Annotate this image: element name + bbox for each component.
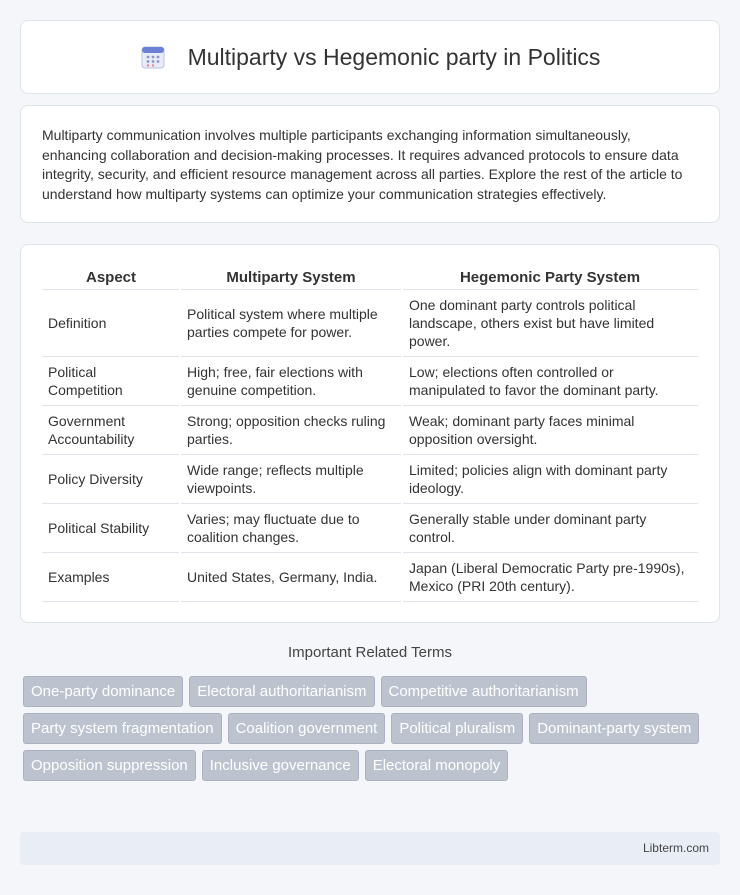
table-cell: Varies; may fluctuate due to coalition changes. bbox=[180, 504, 402, 553]
table-cell: Strong; opposition checks ruling parties. bbox=[180, 406, 402, 455]
column-header-hegemonic: Hegemonic Party System bbox=[402, 265, 698, 290]
table-cell: Weak; dominant party faces minimal opposition oversight. bbox=[402, 406, 698, 455]
table-cell: United States, Germany, India. bbox=[180, 553, 402, 602]
related-term-tag[interactable]: Party system fragmentation bbox=[23, 713, 222, 744]
column-header-multiparty: Multiparty System bbox=[180, 265, 402, 290]
intro-paragraph: Multiparty communication involves multiple participants exchanging information simultaneously, enhancing collaboration and decision-making processes. It requires advanced protocols to ensure data integrity, security, and efficient resource management across all parties. Explore the rest of the article to understand how multiparty systems can optimize your communication strategies effectively. bbox=[42, 127, 683, 202]
table-row bbox=[42, 504, 698, 553]
footer-bar bbox=[20, 832, 720, 865]
table-cell: Japan (Liberal Democratic Party pre-1990s), Mexico (PRI 20th century). bbox=[402, 553, 698, 602]
table-cell: Definition bbox=[42, 290, 180, 357]
table-cell: Wide range; reflects multiple viewpoints. bbox=[180, 455, 402, 504]
related-term-tag[interactable]: Competitive authoritarianism bbox=[381, 676, 587, 707]
calendar-grid-icon bbox=[140, 44, 166, 70]
related-term-tag[interactable]: Coalition government bbox=[228, 713, 386, 744]
related-term-tag[interactable]: Opposition suppression bbox=[23, 750, 196, 781]
table-header-row bbox=[42, 265, 698, 290]
related-term-tag[interactable]: Electoral authoritarianism bbox=[189, 676, 374, 707]
table-row bbox=[42, 553, 698, 602]
comparison-table bbox=[42, 265, 698, 602]
related-term-tag[interactable]: Electoral monopoly bbox=[365, 750, 509, 781]
table-row bbox=[42, 455, 698, 504]
related-term-tag[interactable]: One-party dominance bbox=[23, 676, 183, 707]
table-cell: Government Accountability bbox=[42, 406, 180, 455]
table-row bbox=[42, 357, 698, 406]
table-cell: Political system where multiple parties compete for power. bbox=[180, 290, 402, 357]
comparison-card bbox=[20, 244, 720, 623]
table-cell: Generally stable under dominant party control. bbox=[402, 504, 698, 553]
table-row bbox=[42, 406, 698, 455]
intro-card bbox=[20, 105, 720, 223]
table-cell: Low; elections often controlled or manipulated to favor the dominant party. bbox=[402, 357, 698, 406]
related-term-tag[interactable]: Inclusive governance bbox=[202, 750, 359, 781]
footer-site-link[interactable]: Libterm.com bbox=[642, 841, 709, 855]
table-cell: High; free, fair elections with genuine competition. bbox=[180, 357, 402, 406]
column-header-aspect: Aspect bbox=[42, 265, 180, 290]
table-cell: One dominant party controls political landscape, others exist but have limited power. bbox=[402, 290, 698, 357]
related-term-tag[interactable]: Political pluralism bbox=[391, 713, 523, 744]
related-terms-list bbox=[23, 676, 723, 787]
table-cell: Political Stability bbox=[42, 504, 180, 553]
table-cell: Political Competition bbox=[42, 357, 180, 406]
related-terms-heading: Important Related Terms bbox=[288, 644, 452, 661]
title-card bbox=[20, 20, 720, 94]
table-cell: Policy Diversity bbox=[42, 455, 180, 504]
table-row bbox=[42, 290, 698, 357]
table-cell: Limited; policies align with dominant party ideology. bbox=[402, 455, 698, 504]
related-term-tag[interactable]: Dominant-party system bbox=[529, 713, 699, 744]
table-cell: Examples bbox=[42, 553, 180, 602]
page-title: Multiparty vs Hegemonic party in Politics bbox=[187, 43, 601, 70]
